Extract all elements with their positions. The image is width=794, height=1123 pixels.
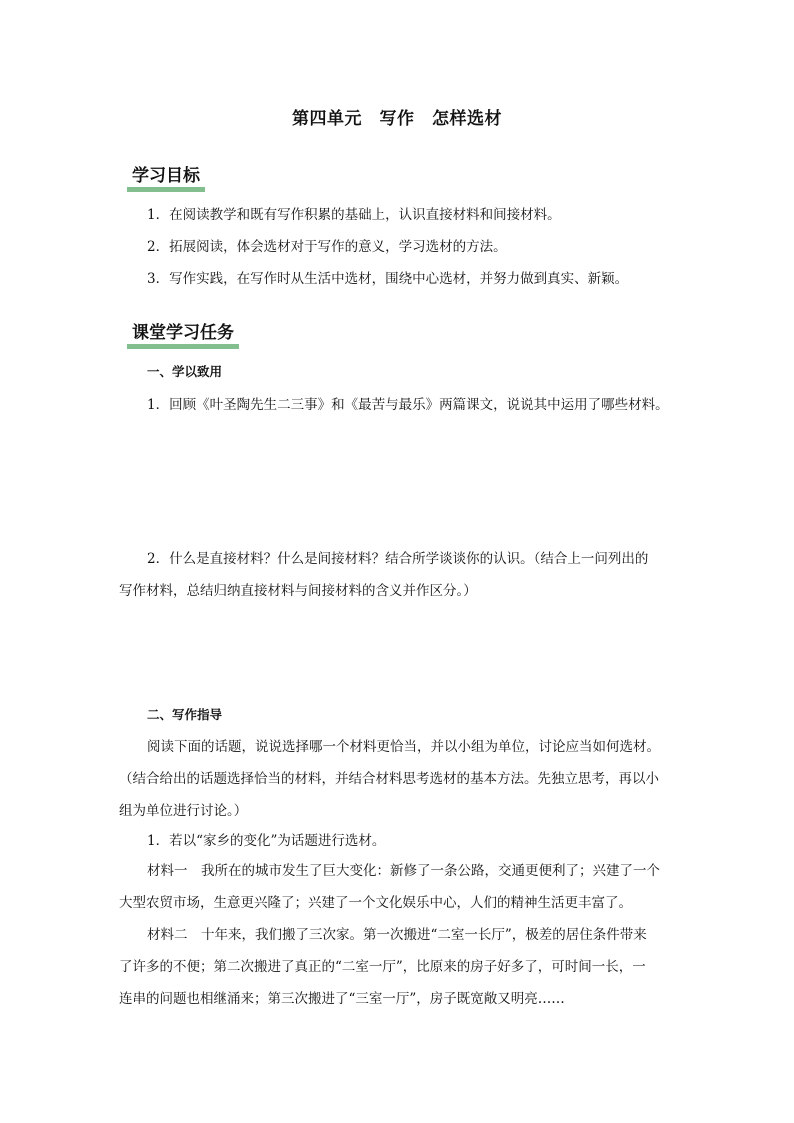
part2-intro-line-3: 组为单位进行讨论。） <box>119 803 248 819</box>
heading-underline <box>127 344 239 349</box>
section-heading-text: 课堂学习任务 <box>132 323 234 343</box>
part1-question-1: 1．回顾《叶圣陶先生二三事》和《最苦与最乐》两篇课文，说说其中运用了哪些材料。 <box>147 397 669 413</box>
part1-title: 一、学以致用 <box>147 364 223 379</box>
section-heading-learning-goals <box>127 161 205 188</box>
part2-title: 二、写作指导 <box>147 707 223 722</box>
material-2-line-2: 了许多的不便；第二次搬进了真正的“二室一厅”，比原来的房子好多了，可时间一长，一 <box>119 959 646 975</box>
part2-intro-line-1: 阅读下面的话题，说说选择哪一个材料更恰当，并以小组为单位，讨论应当如何选材。 <box>147 739 660 755</box>
section-heading-class-tasks <box>127 318 239 345</box>
heading-underline <box>127 187 205 192</box>
page-title: 第四单元 写作 怎样选材 <box>292 109 502 129</box>
goal-item-3: 3．写作实践，在写作时从生活中选材，围绕中心选材，并努力做到真实、新颖。 <box>147 271 629 287</box>
material-1-line-1: 材料一 我所在的城市发生了巨大变化：新修了一条公路，交通更便利了；兴建了一个 <box>147 863 660 879</box>
goal-item-1: 1．在阅读教学和既有写作积累的基础上，认识直接材料和间接材料。 <box>147 207 561 223</box>
part1-question-2-line-2: 写作材料，总结归纳直接材料与间接材料的含义并作区分。） <box>119 583 477 599</box>
section-heading-text: 学习目标 <box>132 166 200 186</box>
part2-intro-line-2: （结合给出的话题选择恰当的材料，并结合材料思考选材的基本方法。先独立思考，再以小 <box>119 771 659 787</box>
goal-item-2: 2．拓展阅读，体会选材对于写作的意义，学习选材的方法。 <box>147 239 507 255</box>
material-2-line-1: 材料二 十年来，我们搬了三次家。第一次搬进“二室一长厅”，极差的居住条件带来 <box>147 927 647 943</box>
part1-question-2-line-1: 2．什么是直接材料？什么是间接材料？结合所学谈谈你的认识。（结合上一问列出的 <box>147 551 649 567</box>
topic-1: 1．若以“家乡的变化”为话题进行选材。 <box>147 833 386 849</box>
material-2-line-3: 连串的问题也相继涌来；第三次搬进了“三室一厅”，房子既宽敞又明亮…… <box>119 991 565 1007</box>
material-1-line-2: 大型农贸市场，生意更兴隆了；兴建了一个文化娱乐中心，人们的精神生活更丰富了。 <box>119 895 632 911</box>
